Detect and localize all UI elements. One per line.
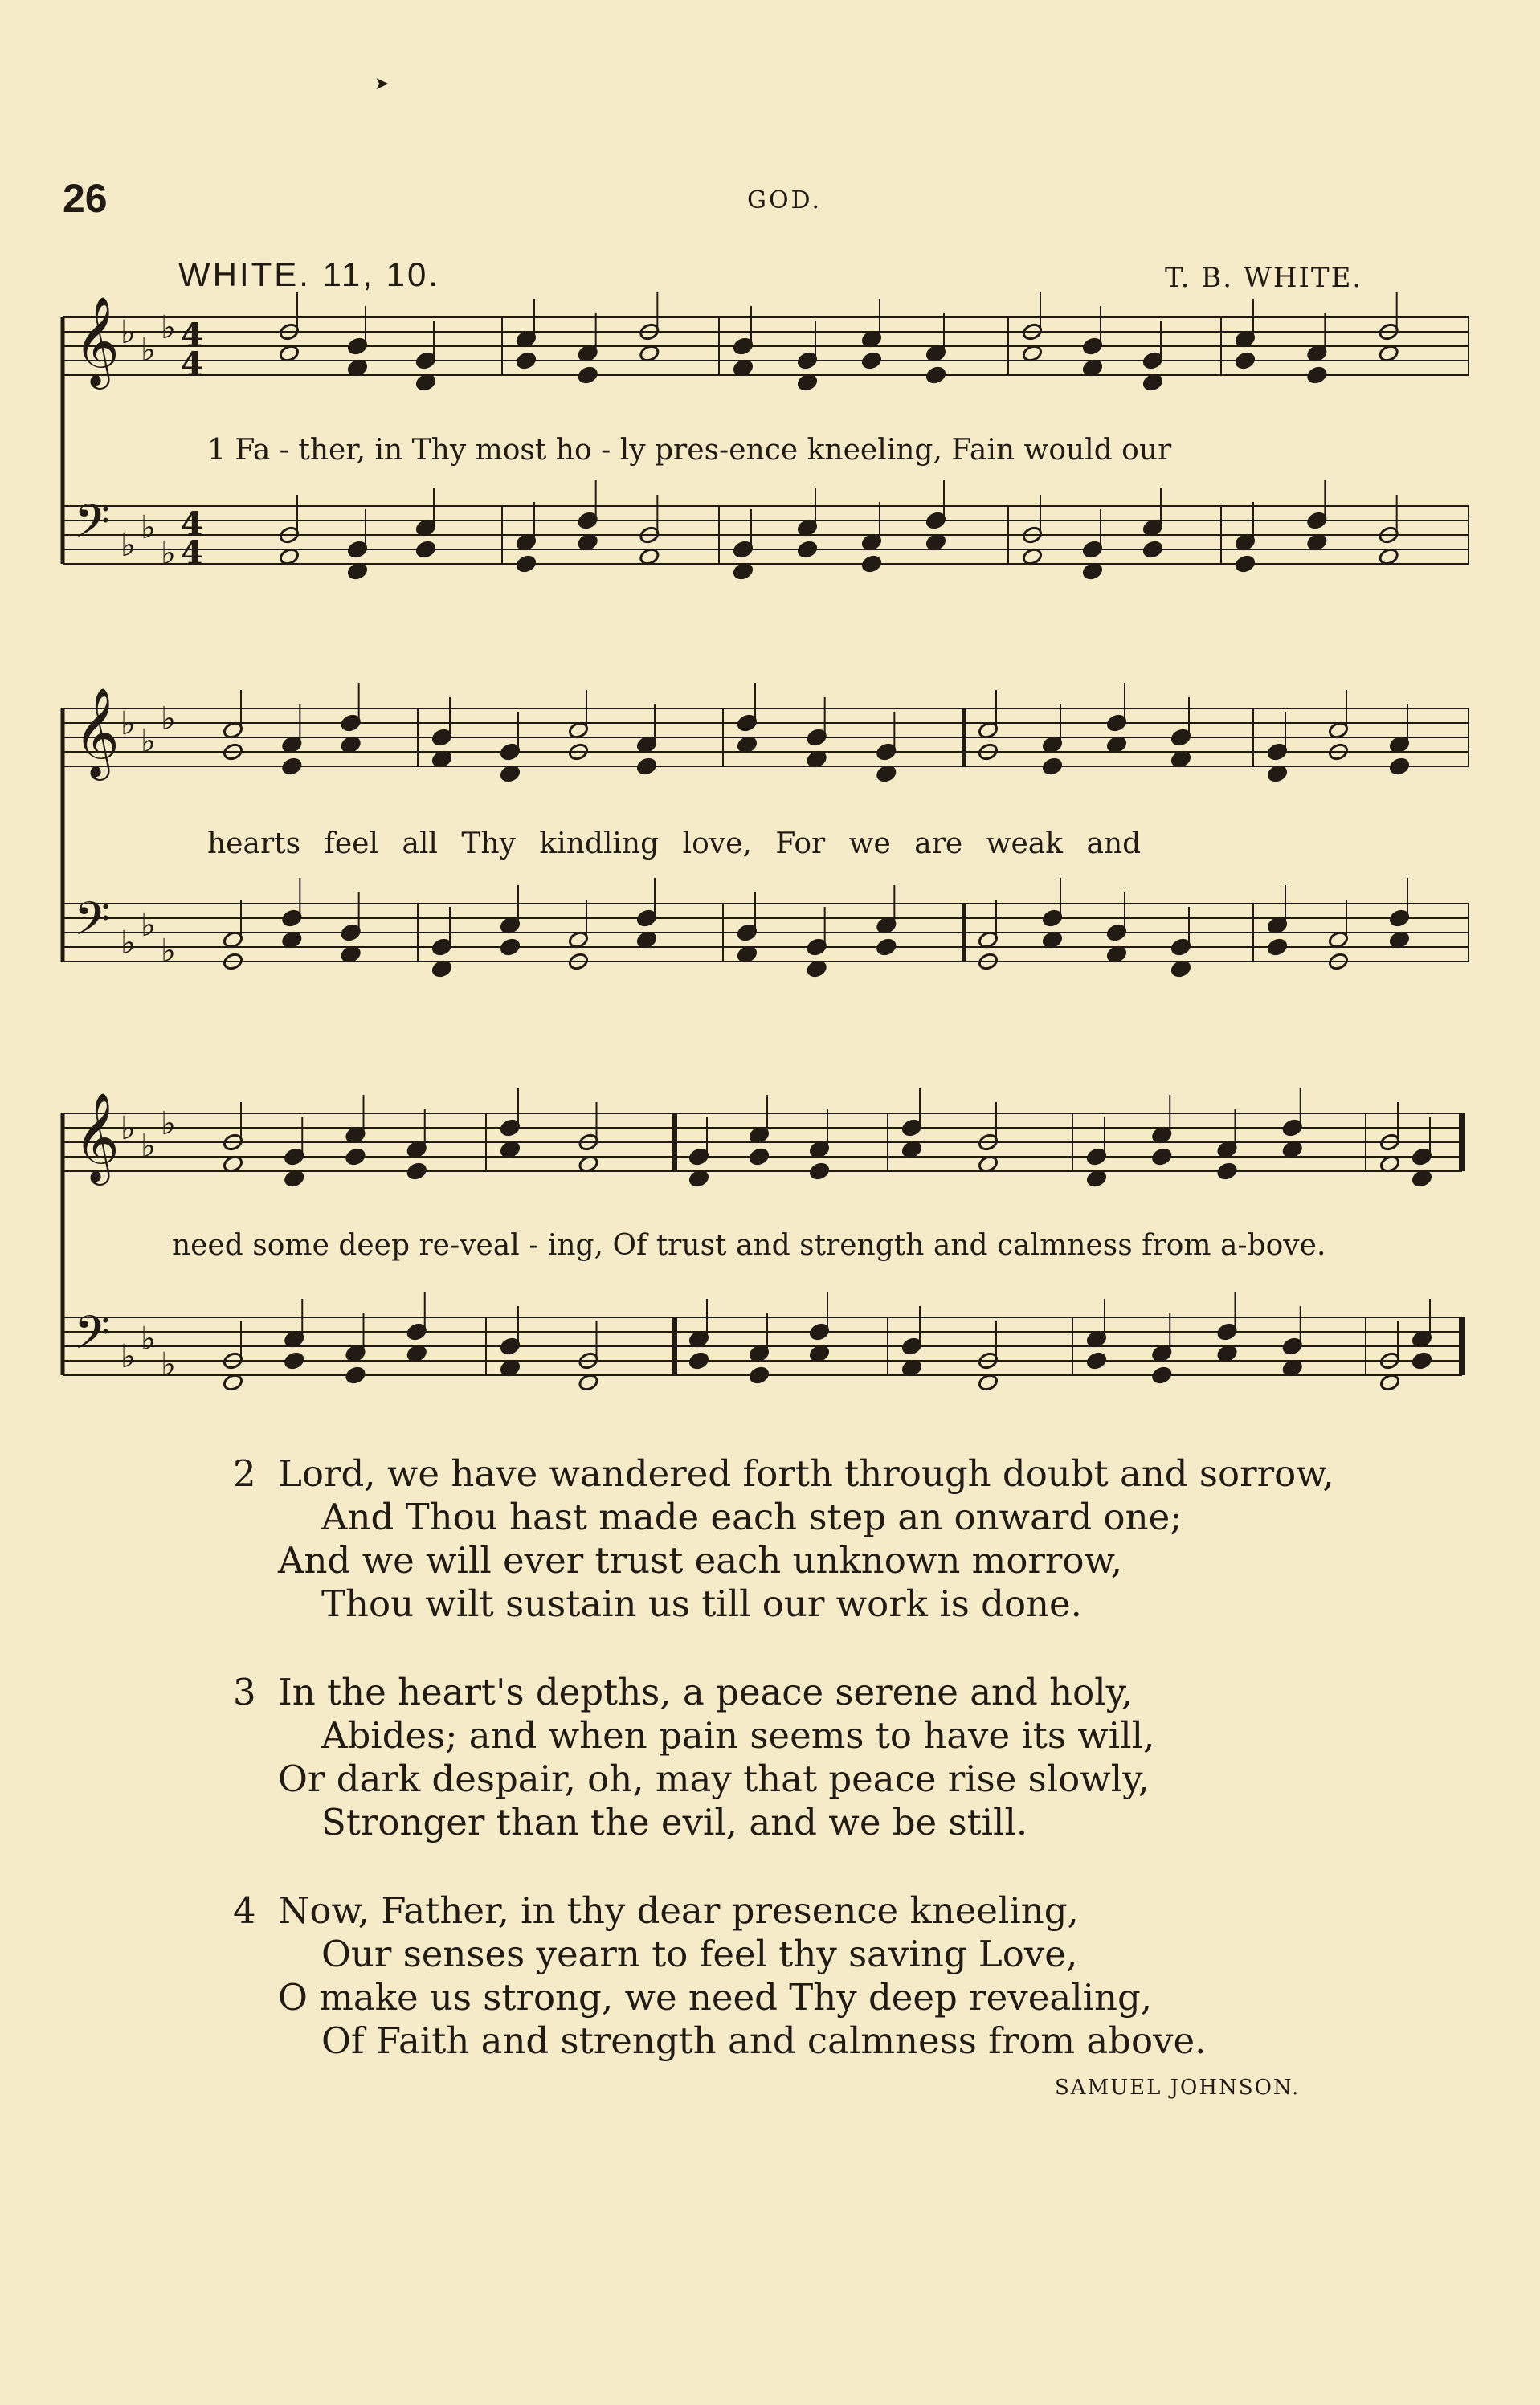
flat-sign: ♭ <box>161 309 176 346</box>
note-head <box>415 540 437 559</box>
flat-sign: ♭ <box>121 705 136 742</box>
running-head: GOD. <box>747 186 823 214</box>
lyric-line-3: need some deep re-veal - ing, Of trust and strength and calmness from a-bove. <box>172 1229 1326 1262</box>
note-head <box>1042 757 1064 776</box>
verse-number: 4 <box>233 1889 256 1932</box>
flat-sign: ♭ <box>141 723 156 760</box>
composer-credit: T. B. WHITE. <box>1165 262 1363 294</box>
verse-3 <box>233 1671 1438 1844</box>
verse-number: 2 <box>233 1452 256 1495</box>
verse-line: Now, Father, in thy dear presence kneeling, <box>278 1889 1079 1932</box>
verse-line: Thou wilt sustain us till our work is done. <box>321 1582 1082 1625</box>
note-head <box>577 365 598 385</box>
verse-line: Our senses yearn to feel thy saving Love, <box>321 1933 1078 1975</box>
flat-sign: ♭ <box>161 700 176 737</box>
flat-sign: ♭ <box>121 1338 136 1375</box>
verse-line: And we will ever trust each unknown morrow, <box>278 1539 1123 1582</box>
flat-sign: ♭ <box>121 1110 136 1147</box>
note-head <box>1151 1147 1173 1166</box>
note-head <box>809 1162 831 1181</box>
note-head <box>516 554 537 574</box>
flat-sign: ♭ <box>161 1105 176 1142</box>
lyric-line-1: 1 Fa - ther, in Thy most ho - ly pres-ence kneeling, Fain would our <box>207 434 1172 467</box>
treble-clef: 𝄞 <box>74 1092 120 1182</box>
flat-sign: ♭ <box>141 509 156 546</box>
verse-line: Stronger than the evil, and we be still. <box>321 1801 1028 1844</box>
verse-line: Lord, we have wandered forth through doubt and sorrow, <box>278 1452 1334 1495</box>
note-head <box>1151 1366 1173 1385</box>
note-head <box>1411 1351 1433 1370</box>
note-head <box>749 1366 770 1385</box>
note-head <box>500 937 521 957</box>
note-head <box>876 937 897 957</box>
note-head <box>925 365 947 385</box>
note-head <box>1216 1162 1238 1181</box>
note-head <box>861 554 883 574</box>
flat-sign: ♭ <box>161 1346 176 1383</box>
flat-sign: ♭ <box>161 933 176 970</box>
flat-sign: ♭ <box>121 925 136 962</box>
note-head <box>1389 757 1411 776</box>
flat-sign: ♭ <box>141 1321 156 1358</box>
note-head <box>688 1351 710 1370</box>
verse-line: Or dark despair, oh, may that peace rise slowly, <box>278 1758 1150 1800</box>
treble-clef: 𝄞 <box>74 296 120 386</box>
note-head <box>1306 365 1328 385</box>
author-credit: SAMUEL JOHNSON. <box>1055 2076 1301 2100</box>
note-head <box>516 351 537 370</box>
time-signature-bottom: 4 <box>181 345 203 383</box>
note-head <box>281 757 303 776</box>
note-head <box>406 1162 427 1181</box>
verse-2 <box>233 1452 1438 1626</box>
verse-line: Of Faith and strength and calmness from above. <box>321 2019 1207 2062</box>
flat-sign: ♭ <box>141 332 156 369</box>
time-signature-top: 4 <box>181 316 203 354</box>
note-head <box>1142 540 1164 559</box>
note-head <box>1235 554 1256 574</box>
verse-4 <box>233 1889 1438 2063</box>
time-signature-bottom: 4 <box>181 534 203 572</box>
stray-mark: ➤ <box>374 74 390 94</box>
flat-sign: ♭ <box>141 1128 156 1165</box>
note-head <box>1086 1351 1108 1370</box>
verse-line: Abides; and when pain seems to have its will, <box>321 1714 1155 1757</box>
page-number: 26 <box>63 176 108 221</box>
tune-title: WHITE. 11, 10. <box>178 255 440 293</box>
note-head <box>636 757 658 776</box>
verse-number: 3 <box>233 1671 256 1713</box>
verses <box>233 1452 1438 2108</box>
time-signature-top: 4 <box>181 505 203 543</box>
lyric-line-2: hearts feel all Thy kindling love, For we are weak and <box>207 827 1142 860</box>
note-head <box>284 1351 305 1370</box>
flat-sign: ♭ <box>121 527 136 564</box>
note-head <box>345 1366 366 1385</box>
flat-sign: ♭ <box>161 535 176 572</box>
treble-clef: 𝄞 <box>74 687 120 777</box>
note-head <box>1235 351 1256 370</box>
note-head <box>797 540 819 559</box>
bass-clef: 𝄢 <box>74 494 111 560</box>
flat-sign: ♭ <box>141 907 156 944</box>
verse-line: O make us strong, we need Thy deep revealing, <box>278 1976 1153 2019</box>
bass-clef: 𝄢 <box>74 892 111 958</box>
note-head <box>749 1147 770 1166</box>
flat-sign: ♭ <box>121 314 136 351</box>
note-head <box>861 351 883 370</box>
verse-line: In the heart's depths, a peace serene and holy, <box>278 1671 1134 1713</box>
note-head <box>345 1147 366 1166</box>
verse-line: And Thou hast made each step an onward one; <box>321 1496 1183 1538</box>
bass-clef: 𝄢 <box>74 1305 111 1371</box>
note-head <box>1267 937 1289 957</box>
